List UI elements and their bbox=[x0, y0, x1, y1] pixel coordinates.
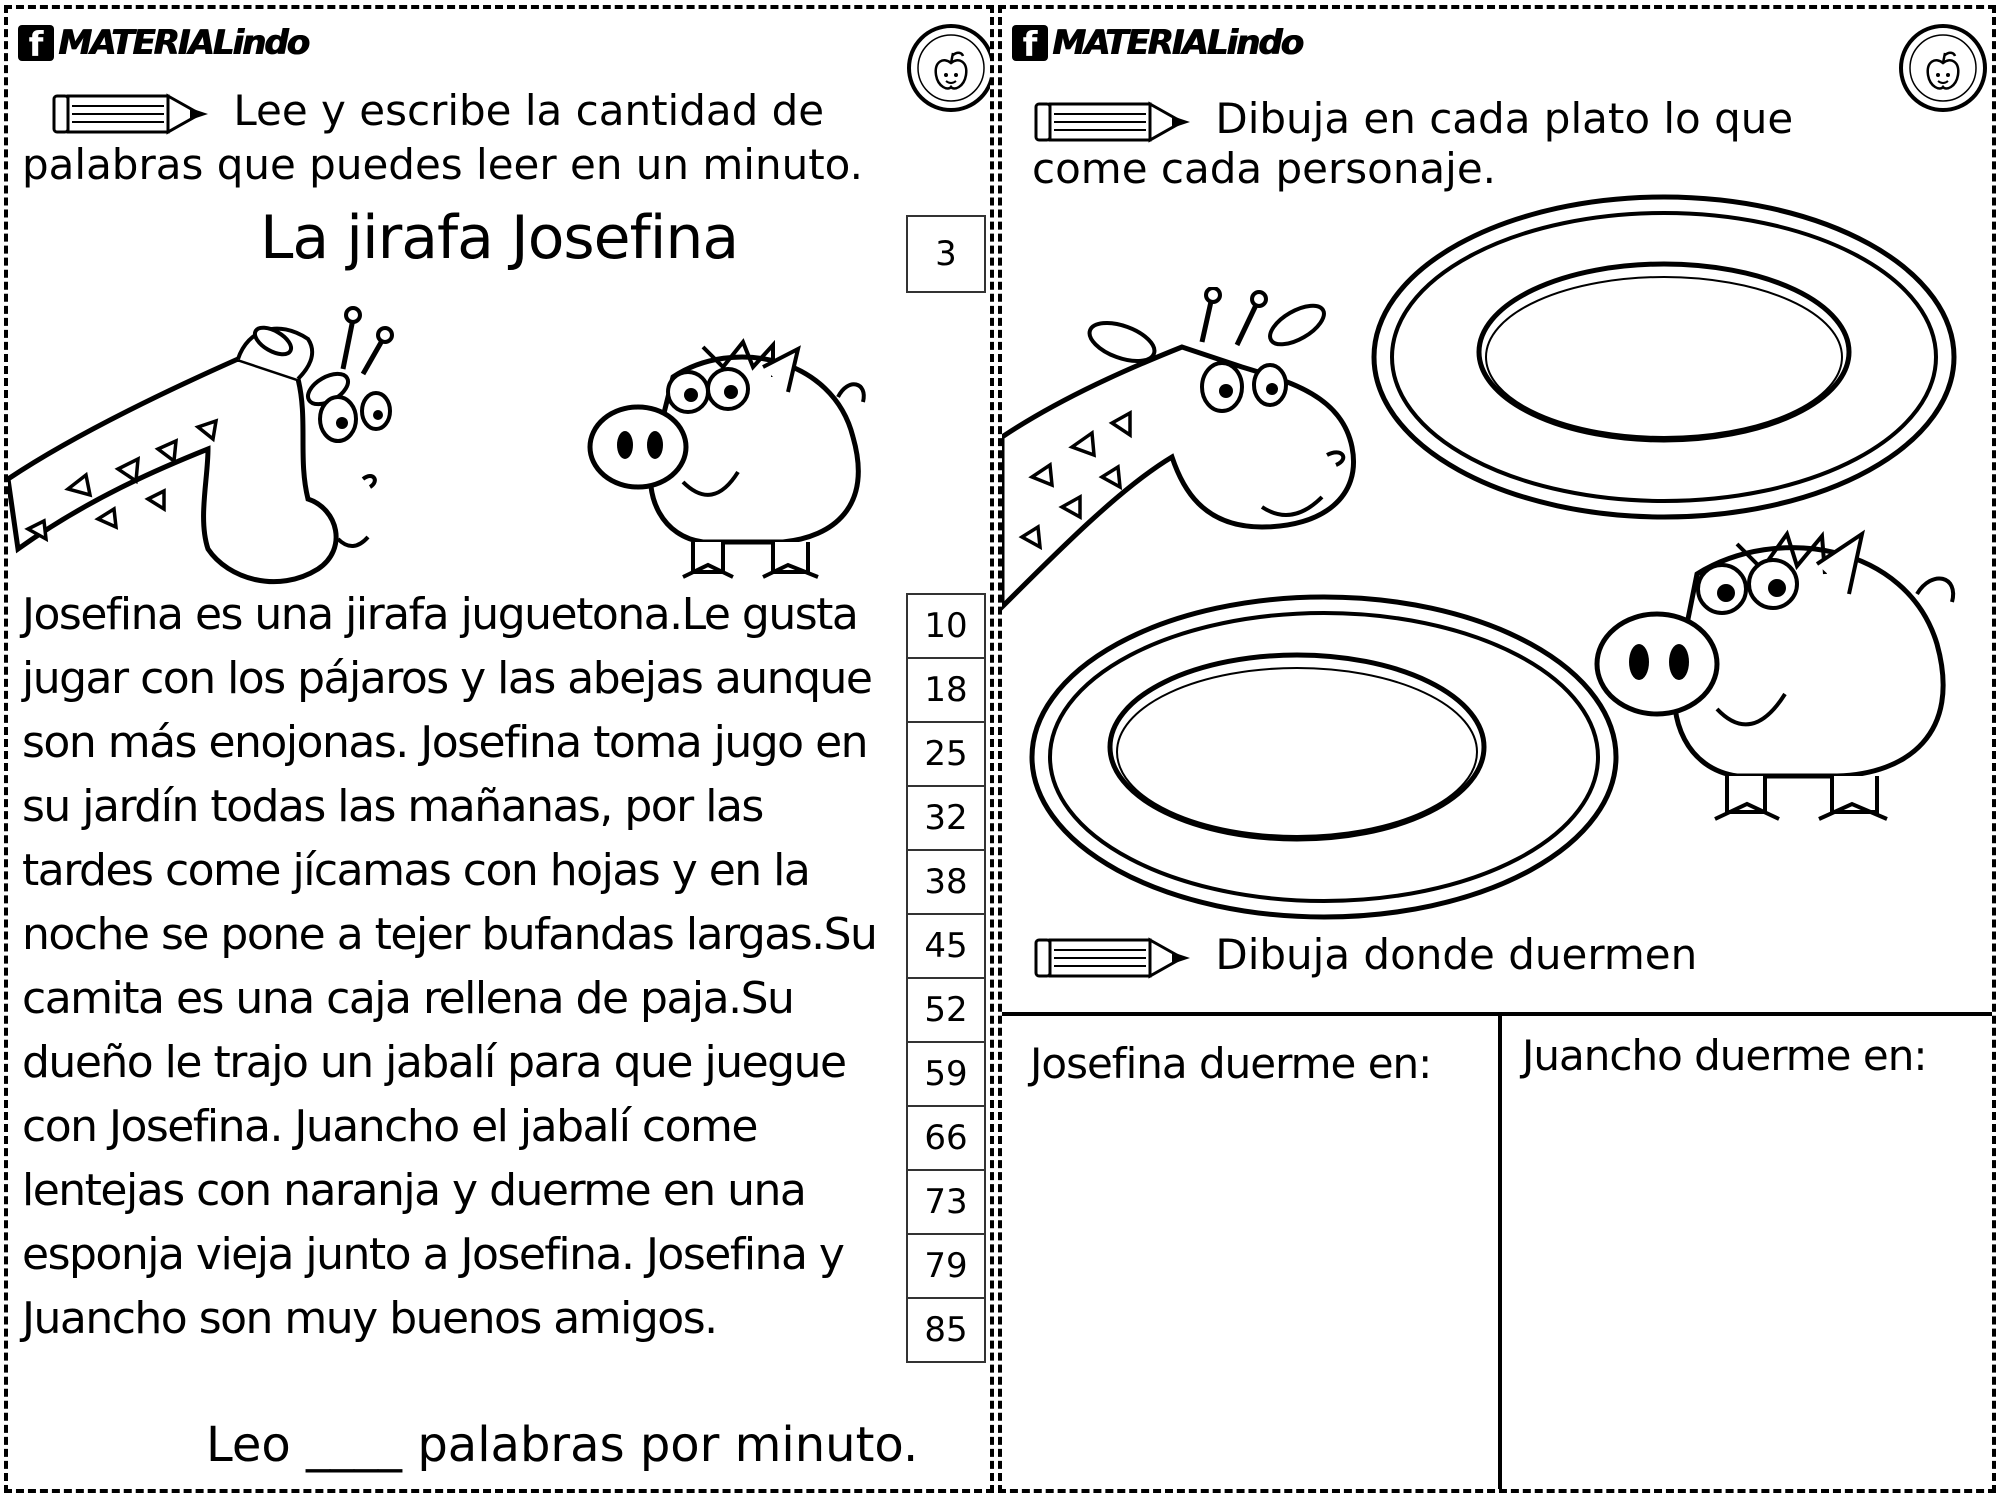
instruction-text: Dibuja en cada plato lo que bbox=[1215, 94, 1794, 143]
josefina-sleep-label: Josefina duerme en: bbox=[1030, 1039, 1432, 1088]
instruction-sleep bbox=[1032, 927, 1697, 984]
materialindo-seal-icon bbox=[906, 23, 994, 113]
story-line: jugar con los pájaros y las abejas aunque bbox=[22, 653, 872, 704]
boar-illustration bbox=[1587, 514, 1967, 844]
section-divider bbox=[1002, 1012, 1992, 1016]
instruction-line-1 bbox=[1032, 91, 1793, 148]
word-count-box: 52 bbox=[906, 977, 986, 1043]
word-count-box: 25 bbox=[906, 721, 986, 787]
juancho-sleep-drawing-area[interactable] bbox=[1506, 1099, 1986, 1489]
title-word-count: 3 bbox=[906, 215, 986, 293]
word-count-box: 85 bbox=[906, 1297, 986, 1363]
word-count-box: 18 bbox=[906, 657, 986, 723]
story-line: Josefina es una jirafa juguetona.Le gusta bbox=[22, 589, 858, 640]
instruction-text: Dibuja donde duermen bbox=[1215, 930, 1698, 979]
brand-logo bbox=[18, 23, 308, 63]
story-line: tardes come jícamas con hojas y en la bbox=[22, 845, 810, 896]
word-count-box: 32 bbox=[906, 785, 986, 851]
column-divider bbox=[1498, 1012, 1502, 1492]
brand-name: MATERIALindo bbox=[58, 23, 308, 63]
pencil-icon bbox=[1032, 932, 1202, 984]
story-line: son más enojonas. Josefina toma jugo en bbox=[22, 717, 868, 768]
instruction-line-2: come cada personaje. bbox=[1032, 144, 1497, 193]
word-count-box: 59 bbox=[906, 1041, 986, 1107]
story-line: su jardín todas las mañanas, por las bbox=[22, 781, 763, 832]
word-count-box: 38 bbox=[906, 849, 986, 915]
instruction-text: Lee y escribe la cantidad de bbox=[233, 86, 825, 135]
story-line: noche se pone a tejer bufandas largas.Su bbox=[22, 909, 877, 960]
story-line: dueño le trajo un jabalí para que juegue bbox=[22, 1037, 846, 1088]
drawing-panel bbox=[998, 5, 1996, 1493]
brand-name: MATERIALindo bbox=[1052, 23, 1302, 63]
pencil-icon bbox=[50, 88, 220, 140]
giraffe-illustration bbox=[8, 299, 428, 589]
story-line: con Josefina. Juancho el jabalí come bbox=[22, 1101, 757, 1152]
facebook-like-icon: f bbox=[18, 25, 54, 61]
story-title: La jirafa Josefina bbox=[260, 203, 739, 273]
story-line: Juancho son muy buenos amigos. bbox=[22, 1293, 717, 1344]
story-line: lentejas con naranja y duerme en una bbox=[22, 1165, 806, 1216]
story-line: camita es una caja rellena de paja.Su bbox=[22, 973, 794, 1024]
plate-bottom-illustration[interactable] bbox=[1022, 587, 1632, 927]
word-count-box: 66 bbox=[906, 1105, 986, 1171]
boar-illustration bbox=[583, 337, 873, 587]
pencil-icon bbox=[1032, 96, 1202, 148]
josefina-sleep-drawing-area[interactable] bbox=[1006, 1099, 1494, 1489]
instruction-line-2: palabras que puedes leer en un minuto. bbox=[22, 140, 863, 189]
juancho-sleep-label: Juancho duerme en: bbox=[1522, 1031, 1927, 1080]
word-count-box: 73 bbox=[906, 1169, 986, 1235]
facebook-like-icon: f bbox=[1012, 25, 1048, 61]
word-count-box: 79 bbox=[906, 1233, 986, 1299]
brand-logo bbox=[1012, 23, 1302, 63]
reading-panel bbox=[4, 5, 994, 1493]
word-count-box: 10 bbox=[906, 593, 986, 659]
instruction-line-1 bbox=[50, 83, 824, 140]
reading-speed-line[interactable]: Leo ____ palabras por minuto. bbox=[206, 1417, 919, 1473]
word-count-box: 45 bbox=[906, 913, 986, 979]
story-line: esponja vieja junto a Josefina. Josefina y bbox=[22, 1229, 844, 1280]
materialindo-seal-icon bbox=[1898, 23, 1988, 113]
